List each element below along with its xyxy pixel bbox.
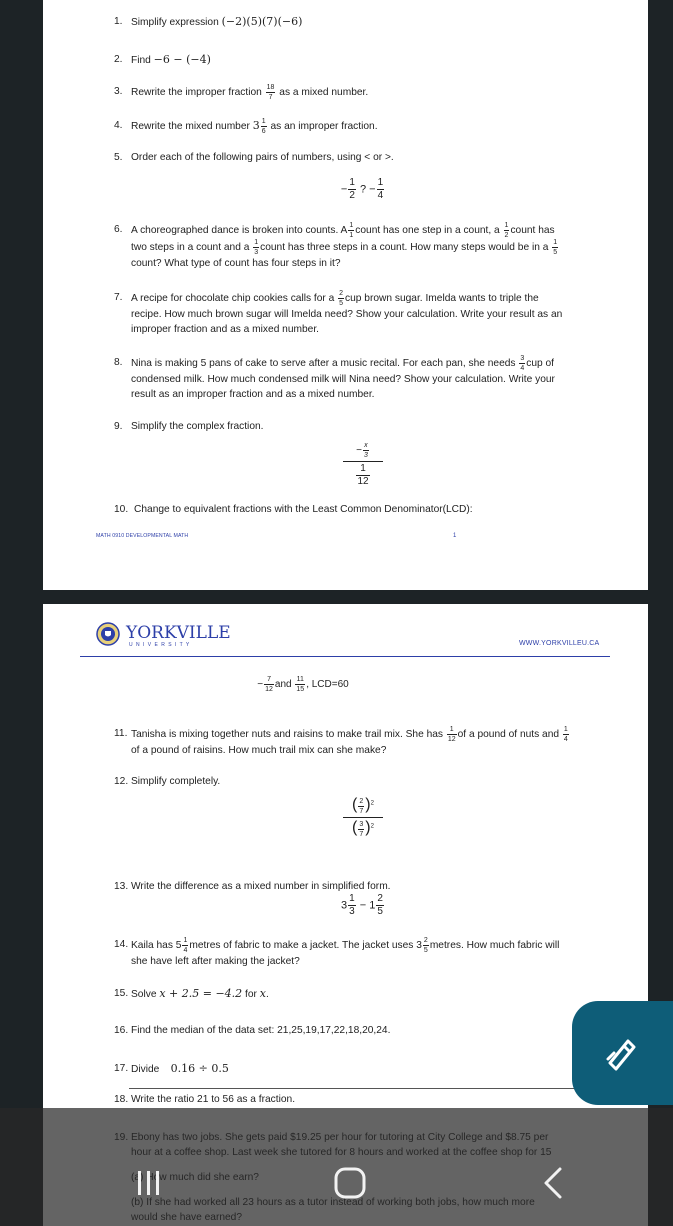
question-number: 6. (114, 224, 123, 235)
question-number: 8. (114, 357, 123, 368)
fraction: $\frac{1}{1}$ (349, 222, 354, 239)
question-8: 8. Nina is making 5 pans of cake to serve after a music recital. For each pan, she needs $\frac{3}{4}$ cup of condensed milk. How much condensed milk will Nina need? Show your calculation. Write your result as an improper fraction and as a mixed number. (114, 355, 555, 400)
fraction: $\frac{1}{5}$ (553, 239, 558, 256)
page-footer-course: MATH 0910 DEVELOPMENTAL MATH (96, 533, 189, 539)
fraction: $\frac{1}{4}$ (183, 937, 188, 954)
fraction: $\frac{7}{12}$ (265, 676, 273, 693)
question-4 (114, 118, 594, 135)
question-text: Simplify expression (131, 17, 219, 28)
math-expression: 0.16 ÷ 0.5 (170, 1062, 229, 1075)
question-number: 9. (114, 421, 123, 432)
fraction: $\frac{11}{15}$ (296, 676, 305, 693)
question-text: Write the ratio 21 to 56 as a fraction. (131, 1094, 296, 1105)
question-text: Simplify completely. (131, 776, 221, 787)
home-icon (333, 1166, 367, 1200)
question-14: 14. Kaila has 5 $\frac{1}{4}$ metres of fabric to make a jacket. The jacket uses 3 $\frac{2}{5}$ metres. How much fabric will she have left after making the jacket? (114, 937, 560, 967)
question-number: 4. (114, 120, 123, 131)
question-5 (114, 150, 594, 165)
crest-icon (96, 622, 120, 646)
complex-fraction: − $\frac{x}{3}$ $\frac{1}{12}$ (343, 442, 383, 487)
recent-apps-button[interactable] (134, 1168, 164, 1203)
question-text: Find (131, 55, 151, 66)
question-18 (114, 1092, 594, 1107)
question-text: Write the difference as a mixed number in simplified form. (131, 881, 391, 892)
question-number: 7. (114, 292, 123, 303)
question-number: 2. (114, 54, 123, 65)
equation: x + 2.5 = −4.2 (159, 987, 243, 1000)
question-2 (114, 52, 594, 68)
question-text: Order each of the following pairs of numbers, using < or >. (131, 152, 394, 163)
fraction: $\frac{1}{4}$ (563, 726, 568, 743)
lcd-expression: − $\frac{7}{12}$ and $\frac{11}{15}$ , LCD=60 (257, 676, 349, 693)
system-nav-bar (0, 1108, 673, 1226)
question-number: 17. (114, 1063, 129, 1074)
answer-line (129, 1088, 609, 1089)
question-text: Find the median of the data set: 21,25,19,17,22,18,20,24. (131, 1025, 391, 1036)
question-9 (114, 419, 594, 434)
logo-subtitle: U N I V E R S I T Y (129, 642, 191, 648)
question-text: Change to equivalent fractions with the Least Common Denominator(LCD): (134, 504, 473, 515)
question-number: 14. (114, 939, 129, 950)
mixed-whole: 3 (252, 119, 260, 133)
question-number: 13. (114, 881, 129, 892)
question-text: as an improper fraction. (270, 121, 378, 133)
fraction: $\frac{1}{2}$ (349, 177, 355, 201)
math-expression: (−2)(5)(7)(−6) (221, 15, 303, 28)
fraction: $\frac{3}{4}$ (520, 355, 525, 372)
question-number: 11. (114, 728, 128, 739)
question-11: 11. Tanisha is mixing together nuts and raisins to make trail mix. She has $\frac{1}{12}$ of a pound of nuts and $\frac{1}{4}$ of a pound of raisins. How much trail mix can she make? (114, 726, 568, 756)
logo-wordmark: YORKVILLE (126, 623, 231, 643)
question-12 (114, 774, 594, 789)
question-text: Rewrite the improper fraction (131, 87, 262, 99)
question-3 (114, 84, 594, 101)
question-text: as a mixed number. (279, 87, 369, 99)
pen-edit-icon (602, 1033, 642, 1073)
website-link[interactable]: WWW.YORKVILLEU.CA (519, 640, 600, 647)
question-6: 6. A choreographed dance is broken into counts. A $\frac{1}{1}$ count has one step in a count, a $\frac{1}{2}$ count has two steps in a count and a $\frac{1}{3}$ count has three steps in a count. How many steps would be in a $\frac{1}{5}$ count? What type of count has four steps in it? (114, 222, 558, 269)
question-number: 18. (114, 1094, 129, 1105)
fraction: $\frac{1}{4}$ (377, 177, 384, 201)
fraction: $\frac{1}{12}$ (447, 726, 456, 743)
question-number: 15. (114, 988, 129, 999)
mixed-difference: 3 $\frac{1}{3}$ − 1 $\frac{2}{5}$ (341, 893, 383, 917)
question-text: Rewrite the mixed number (131, 121, 250, 133)
question-number: 1. (114, 16, 123, 27)
page-number: 1 (453, 533, 457, 539)
question-number: 5. (114, 152, 123, 163)
question-text: Simplify the complex fraction. (131, 421, 264, 432)
power-fraction: ( $\frac{2}{7}$ )$^2$ ( $\frac{3}{7}$ )$^2$ (343, 796, 383, 838)
question-number: 10. (114, 504, 129, 515)
back-button[interactable] (538, 1166, 568, 1205)
document-page-1 (43, 0, 648, 590)
question-1 (114, 14, 594, 30)
question-10 (114, 502, 599, 517)
annotate-button[interactable] (572, 1001, 673, 1105)
question-13 (114, 879, 594, 894)
question-number: 3. (114, 86, 123, 97)
fraction: $\frac{1}{2}$ (504, 222, 509, 239)
fraction: $\frac{18}{7}$ (266, 84, 275, 101)
fraction: $\frac{1}{3}$ (254, 239, 259, 256)
fraction: $\frac{1}{6}$ (261, 118, 266, 135)
question-7: 7. A recipe for chocolate chip cookies calls for a $\frac{2}{5}$ cup brown sugar. Imelda wants to triple the recipe. How much brown sugar will Imelda need? Show your calculation. Write your result as an improper fraction and as a mixed number. (114, 290, 563, 335)
back-chevron-icon (538, 1166, 568, 1200)
university-logo (96, 622, 236, 652)
home-button[interactable] (333, 1166, 367, 1205)
header-divider (80, 656, 610, 657)
question-17: 17. Divide 0.16 ÷ 0.5 (114, 1062, 229, 1075)
question-number: 16. (114, 1025, 129, 1036)
fraction: $\frac{2}{5}$ (339, 290, 344, 307)
comparison-expression: − $\frac{1}{2}$ ? − $\frac{1}{4}$ (340, 177, 384, 201)
question-number: 12. (114, 776, 129, 787)
fraction: $\frac{2}{5}$ (423, 937, 428, 954)
question-15: 15. Solve x + 2.5 = −4.2 for x. (114, 987, 269, 1000)
question-16 (114, 1023, 594, 1038)
math-expression: −6 − (−4) (153, 53, 211, 66)
recent-apps-icon (134, 1168, 164, 1198)
